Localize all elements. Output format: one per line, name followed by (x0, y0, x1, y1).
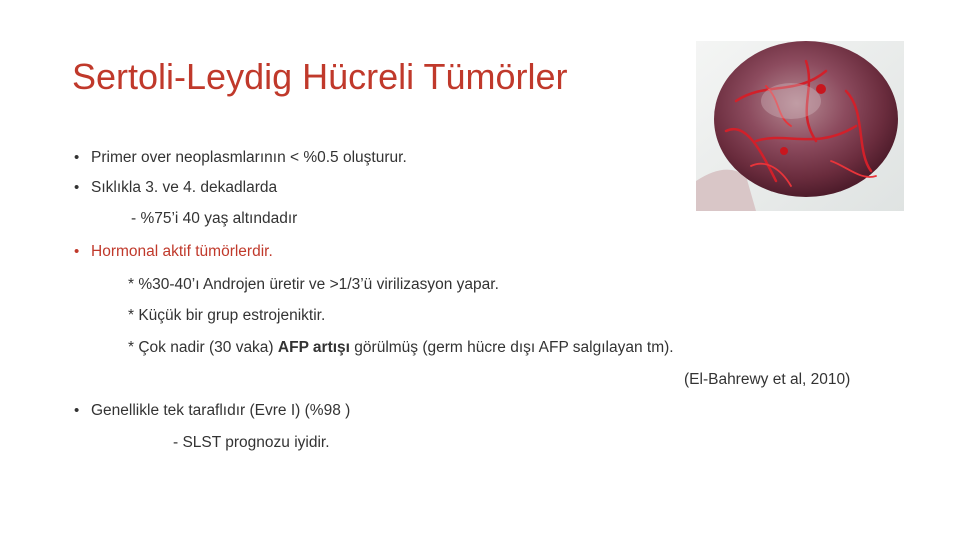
text-line-decades: Sıklıkla 3. ve 4. dekadlarda (91, 179, 278, 196)
text-line-hormonal: Hormonal aktif tümörlerdir. (91, 243, 273, 260)
text-line-androgen: * %30-40’ı Androjen üretir ve >1/3’ü virilizasyon yapar. (128, 276, 499, 293)
text-line-unilateral: Genellikle tek taraflıdır (Evre I) (%98 ) (91, 402, 351, 419)
text-line-estrogenic: * Küçük bir grup estrojeniktir. (128, 307, 326, 324)
bullet-icon: • (74, 149, 80, 166)
bullet-icon: • (74, 179, 80, 196)
tumor-specimen-image (696, 41, 904, 211)
text-line-prognosis: - SLST prognozu iyidir. (173, 434, 330, 451)
text-afp-pre: * Çok nadir (30 vaka) (128, 339, 278, 356)
bullet-icon: • (74, 402, 80, 419)
text-line-primary: Primer over neoplasmlarının < %0.5 oluşturur. (91, 149, 407, 166)
text-afp-bold: AFP artışı (277, 339, 350, 356)
bullet-icon: • (74, 243, 80, 260)
text-afp-post: görülmüş (germ hücre dışı AFP salgılayan tm). (349, 339, 674, 356)
text-line-age: - %75’i 40 yaş altındadır (131, 210, 298, 227)
text-line-afp (128, 339, 674, 357)
slide-title: Sertoli-Leydig Hücreli Tümörler (72, 56, 568, 97)
citation: (El-Bahrewy et al, 2010) (684, 371, 851, 388)
